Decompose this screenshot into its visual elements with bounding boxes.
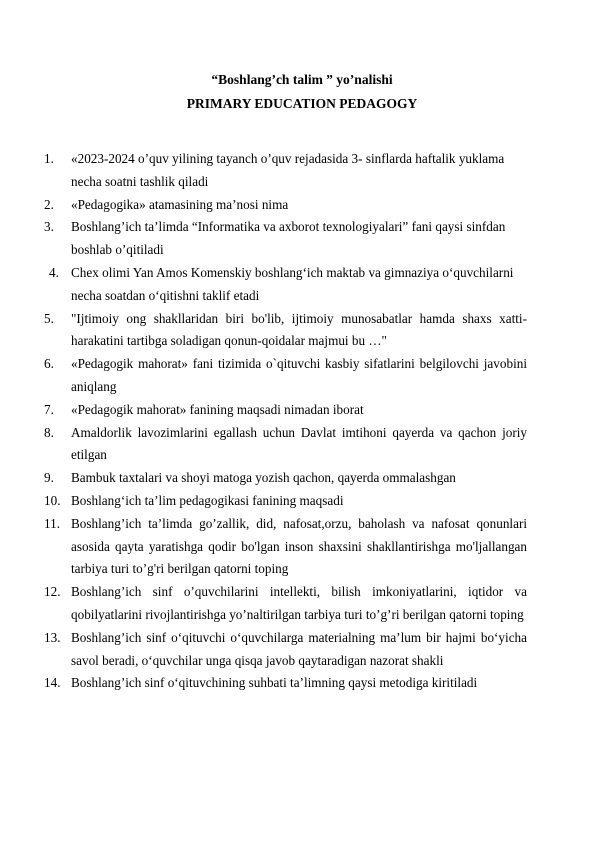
question-item-14 bbox=[44, 672, 527, 695]
question-text: «2023-2024 o’quv yilining tayanch o’quv rejadasida 3- sinflarda haftalik yuklama necha soatni tashlik qiladi bbox=[71, 151, 505, 189]
question-number: 14. bbox=[44, 675, 61, 691]
question-item-12 bbox=[44, 581, 527, 627]
question-item-11 bbox=[44, 513, 527, 581]
question-item-2 bbox=[44, 194, 527, 217]
question-text: Boshlang’ich ta’limda go’zallik, did, nafosat,orzu, baholash va nafosat qonunlari asosida qayta yaratishga qodir bo'lgan inson shaxsini shakllantirishga mo'ljallangan tarbiya turi to’g'ri berilgan qatorni toping bbox=[71, 515, 527, 577]
question-number: 6. bbox=[44, 356, 54, 372]
question-number: 3. bbox=[44, 219, 54, 235]
question-list bbox=[44, 148, 527, 695]
question-number: 2. bbox=[44, 196, 54, 212]
question-number: 11. bbox=[44, 515, 60, 531]
question-number: 7. bbox=[44, 401, 54, 417]
question-item-10 bbox=[44, 490, 527, 513]
question-text: «Pedagogik mahorat» fanining maqsadi nimadan iborat bbox=[71, 401, 364, 417]
question-number: 1. bbox=[44, 151, 54, 166]
question-item-3 bbox=[44, 216, 527, 262]
question-text: Boshlang’ich sinf o‘qituvchining suhbati ta’limning qaysi metodiga kiritiladi bbox=[71, 675, 478, 691]
question-item-9 bbox=[44, 467, 527, 490]
question-item-5 bbox=[44, 308, 527, 354]
question-number: 4. bbox=[49, 264, 59, 280]
document-title: “Boshlang’ch talim ” yo’nalishi bbox=[211, 72, 393, 87]
question-number: 8. bbox=[44, 424, 54, 440]
question-item-1 bbox=[44, 148, 527, 194]
question-number: 13. bbox=[44, 629, 61, 645]
question-text: «Pedagogika» atamasining ma’nosi nima bbox=[71, 196, 289, 212]
question-item-13 bbox=[44, 627, 527, 673]
question-item-7 bbox=[44, 399, 527, 422]
question-number: 12. bbox=[44, 584, 61, 600]
question-text: Amaldorlik lavozimlarini egallash uchun Davlat imtihoni qayerda va qachon joriy etilgan bbox=[71, 424, 527, 463]
question-text: Boshlang‘ich ta’lim pedagogikasi fanining maqsadi bbox=[71, 492, 344, 508]
question-number: 9. bbox=[44, 470, 54, 486]
question-text: Boshlang’ich ta’limda “Informatika va axborot texnologiyalari” fani qaysi sinfdan boshlab o’qitiladi bbox=[71, 219, 506, 258]
question-text: «Pedagogik mahorat» fani tizimida o`qituvchi kasbiy sifatlarini belgilovchi javobini aniqlang bbox=[71, 356, 527, 394]
document-subtitle: PRIMARY EDUCATION PEDAGOGY bbox=[186, 96, 418, 111]
question-text: Boshlang’ich sinf o‘qituvchi o‘quvchilarga materialning ma’lum bir hajmi bo‘yicha savol beradi, o‘quvchilar unga qisqa javob qaytaradigan nazorat shakli bbox=[71, 629, 527, 668]
question-item-4 bbox=[44, 262, 527, 308]
question-item-6 bbox=[44, 353, 527, 399]
question-text: Chex olimi Yan Amos Komenskiy boshlang‘ich maktab va gimnaziya o‘quvchilarni necha soatdan o‘qitishni taklif etadi bbox=[71, 264, 514, 303]
question-number: 5. bbox=[44, 310, 54, 326]
question-item-8 bbox=[44, 422, 527, 468]
question-text: "Ijtimoiy ong shakllaridan biri bo'lib, ijtimoiy munosabatlar hamda shaxs xatti-harakatini tartibga soladigan qonun-qoidalar majmui bu …" bbox=[71, 310, 527, 349]
question-text: Bambuk taxtalari va shoyi matoga yozish qachon, qayerda ommalashgan bbox=[71, 470, 456, 486]
question-text: Boshlang’ich sinf o’quvchilarini intellekti, bilish imkoniyatlarini, iqtidor va qobilyatlarini rivojlantirishga yo’naltirilgan tarbiya turi to’g’ri berilgan qatorni toping bbox=[71, 584, 527, 622]
question-number: 10. bbox=[44, 492, 61, 508]
